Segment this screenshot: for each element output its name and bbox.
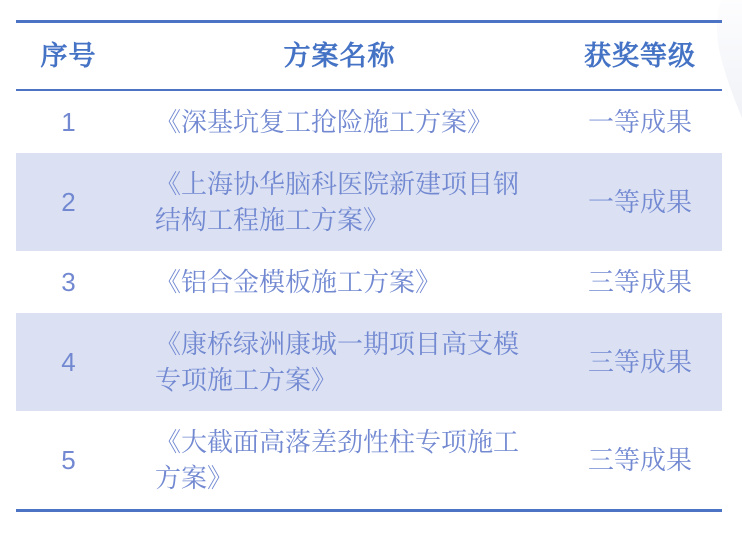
plan-name: 《深基坑复工抢险施工方案》: [155, 107, 494, 137]
row-index: 5: [61, 445, 76, 475]
column-header-index: 序号: [16, 22, 121, 91]
award-results-table: [16, 20, 722, 512]
row-index: 3: [61, 267, 76, 297]
table-row: [16, 153, 722, 251]
plan-name: 《上海协华脑科医院新建项目钢结构工程施工方案》: [121, 153, 558, 251]
award-level: 一等成果: [558, 153, 722, 251]
award-level: 三等成果: [587, 445, 692, 475]
plan-name: 《大截面高落差劲性柱专项施工方案》: [155, 427, 520, 493]
award-level: 三等成果: [558, 313, 722, 411]
table-row: [16, 90, 722, 153]
row-index: 4: [16, 313, 121, 411]
row-index: 2: [16, 153, 121, 251]
award-level: 三等成果: [587, 267, 692, 297]
plan-name: 《康桥绿洲康城一期项目高支模专项施工方案》: [121, 313, 558, 411]
table-header-row: [16, 22, 722, 91]
column-header-name: 方案名称: [121, 22, 558, 91]
table-row: [16, 411, 722, 511]
table-row: [16, 251, 722, 313]
plan-name: 《铝合金模板施工方案》: [155, 267, 442, 297]
column-header-award: 获奖等级: [558, 22, 722, 91]
table-row: [16, 313, 722, 411]
award-level: 一等成果: [587, 107, 692, 137]
row-index: 1: [61, 107, 76, 137]
